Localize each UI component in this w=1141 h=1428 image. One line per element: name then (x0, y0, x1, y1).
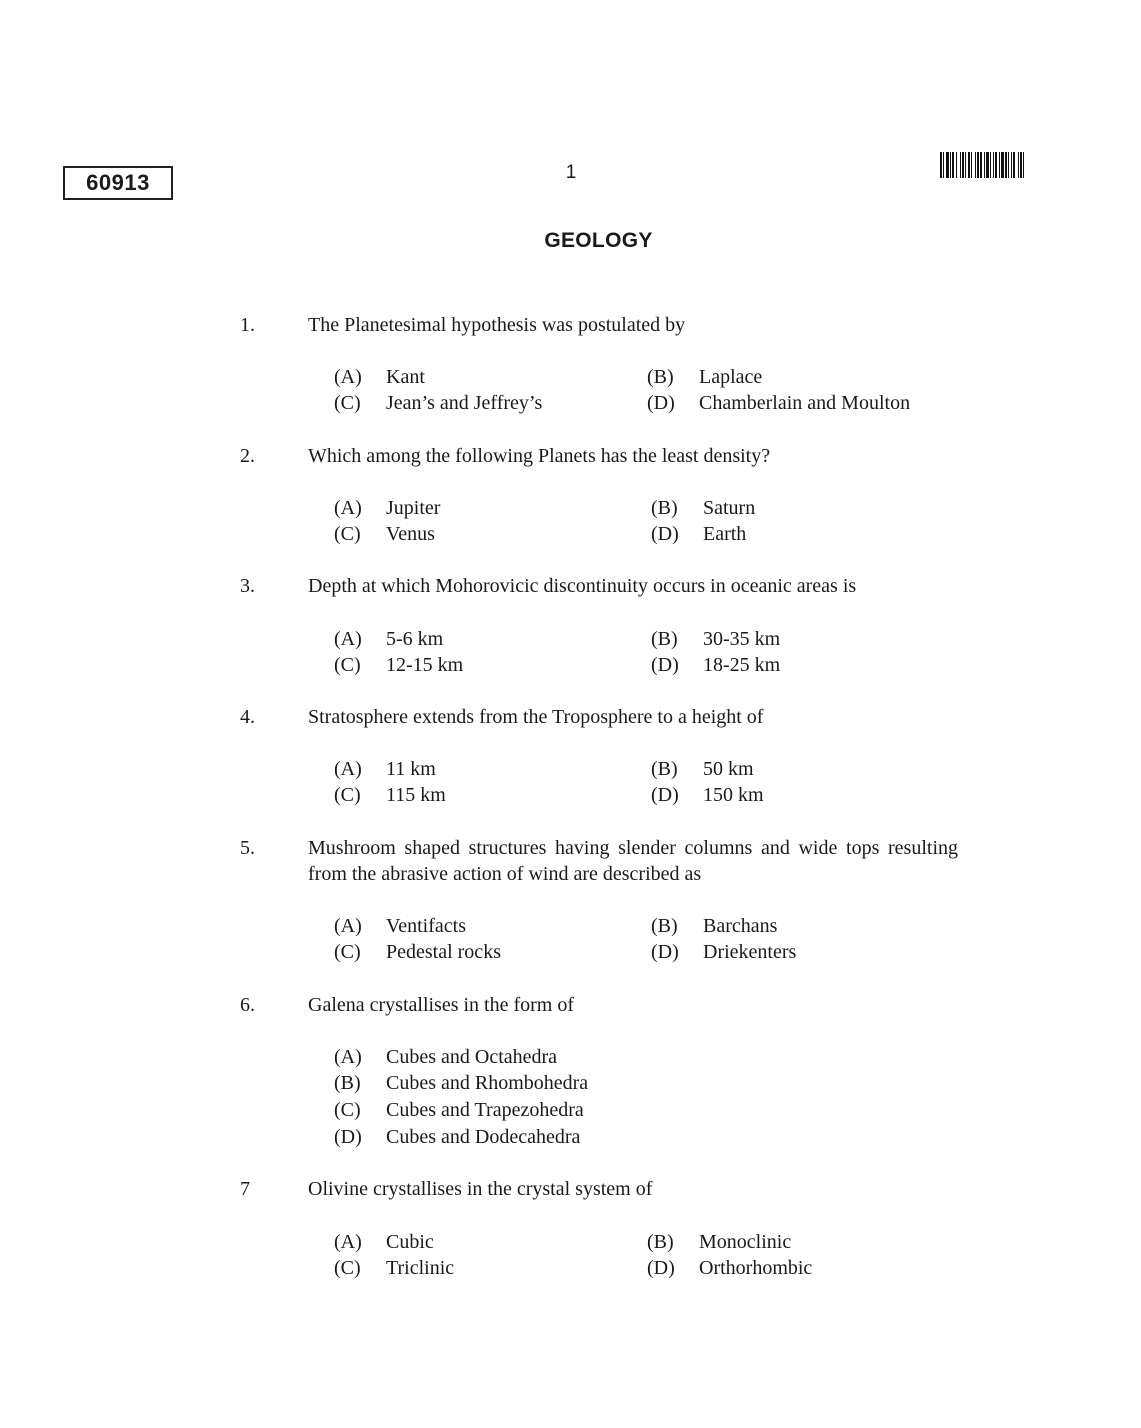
barcode (940, 152, 1082, 178)
option-letter: (D) (651, 654, 679, 676)
option-letter: (C) (334, 1099, 361, 1121)
question-text: Stratosphere extends from the Troposphere to a height of (308, 706, 764, 728)
option-text: Laplace (699, 366, 763, 388)
page-number: 1 (565, 162, 577, 183)
option-d (651, 521, 746, 547)
option-text: Jean’s and Jeffrey’s (386, 392, 543, 414)
question-number: 7 (240, 1178, 250, 1200)
option-letter: (A) (334, 915, 362, 937)
option-d (651, 782, 764, 808)
option-text: 30-35 km (703, 628, 781, 650)
question-text: Mushroom shaped structures having slender columns and wide tops resulting from the abrasive action of wind are described as (308, 837, 958, 885)
option-letter: (B) (651, 758, 678, 780)
option-b (651, 495, 755, 521)
option-b (651, 913, 777, 939)
barcode-stripe (1024, 152, 1026, 178)
question-number: 1. (240, 314, 255, 336)
option-text: Cubes and Dodecahedra (386, 1126, 581, 1148)
question-number: 6. (240, 994, 255, 1016)
question-text: Which among the following Planets has the least density? (308, 445, 771, 467)
option-c (334, 521, 435, 547)
option-letter: (A) (334, 366, 362, 388)
option-d (647, 1255, 812, 1281)
option-letter: (D) (651, 523, 679, 545)
option-letter: (A) (334, 1231, 362, 1253)
option-text: Cubes and Trapezohedra (386, 1099, 584, 1121)
question-text: The Planetesimal hypothesis was postulated by (308, 314, 686, 336)
option-text: Kant (386, 366, 425, 388)
option-c (334, 390, 542, 416)
option-text: 150 km (703, 784, 764, 806)
option-text: Chamberlain and Moulton (699, 392, 911, 414)
option-text: 11 km (386, 758, 436, 780)
option-letter: (B) (651, 497, 678, 519)
question-text: Galena crystallises in the form of (308, 994, 575, 1016)
option-a (334, 756, 436, 782)
option-letter: (C) (334, 1257, 361, 1279)
option-text: Venus (386, 523, 435, 545)
option-text: Pedestal rocks (386, 941, 501, 963)
option-letter: (B) (647, 366, 674, 388)
option-d (651, 939, 796, 965)
question-number: 2. (240, 445, 255, 467)
option-text: Earth (703, 523, 747, 545)
option-letter: (A) (334, 628, 362, 650)
option-a (334, 495, 440, 521)
option-c (334, 1097, 584, 1123)
option-letter: (C) (334, 654, 361, 676)
option-c (334, 782, 446, 808)
option-text: Cubes and Rhombohedra (386, 1072, 589, 1094)
option-c (334, 1255, 454, 1281)
option-b (334, 1070, 588, 1096)
option-text: Cubic (386, 1231, 434, 1253)
option-letter: (D) (651, 784, 679, 806)
option-letter: (A) (334, 497, 362, 519)
option-text: Ventifacts (386, 915, 466, 937)
option-letter: (B) (647, 1231, 674, 1253)
option-text: Orthorhombic (699, 1257, 813, 1279)
option-b (647, 364, 762, 390)
option-letter: (A) (334, 758, 362, 780)
option-a (334, 626, 443, 652)
option-c (334, 939, 501, 965)
question-text: Depth at which Mohorovicic discontinuity occurs in oceanic areas is (308, 575, 857, 597)
option-letter: (B) (651, 915, 678, 937)
option-text: 18-25 km (703, 654, 781, 676)
option-letter: (D) (647, 1257, 675, 1279)
option-text: 12-15 km (386, 654, 464, 676)
option-b (647, 1229, 791, 1255)
option-text: Barchans (703, 915, 778, 937)
question-number: 5. (240, 837, 255, 859)
option-letter: (D) (334, 1126, 362, 1148)
option-letter: (A) (334, 1046, 362, 1068)
option-text: 5-6 km (386, 628, 444, 650)
option-letter: (B) (334, 1072, 361, 1094)
option-letter: (D) (651, 941, 679, 963)
option-b (651, 626, 780, 652)
option-text: 50 km (703, 758, 754, 780)
option-d (651, 652, 780, 678)
question-number: 3. (240, 575, 255, 597)
option-letter: (C) (334, 392, 361, 414)
option-d (334, 1124, 580, 1150)
option-text: Saturn (703, 497, 756, 519)
question-number: 4. (240, 706, 255, 728)
option-a (334, 1044, 557, 1070)
option-text: Cubes and Octahedra (386, 1046, 558, 1068)
option-a (334, 364, 425, 390)
option-a (334, 913, 466, 939)
subject-title: GEOLOGY (544, 229, 653, 252)
option-letter: (C) (334, 941, 361, 963)
question-text: Olivine crystallises in the crystal system of (308, 1178, 653, 1200)
option-d (647, 390, 910, 416)
paper-code: 60913 (63, 166, 173, 200)
option-c (334, 652, 463, 678)
option-text: Triclinic (386, 1257, 455, 1279)
option-text: Driekenters (703, 941, 797, 963)
option-letter: (B) (651, 628, 678, 650)
option-letter: (D) (647, 392, 675, 414)
option-text: Monoclinic (699, 1231, 792, 1253)
option-b (651, 756, 754, 782)
option-text: Jupiter (386, 497, 441, 519)
option-letter: (C) (334, 784, 361, 806)
option-text: 115 km (386, 784, 446, 806)
option-a (334, 1229, 434, 1255)
option-letter: (C) (334, 523, 361, 545)
